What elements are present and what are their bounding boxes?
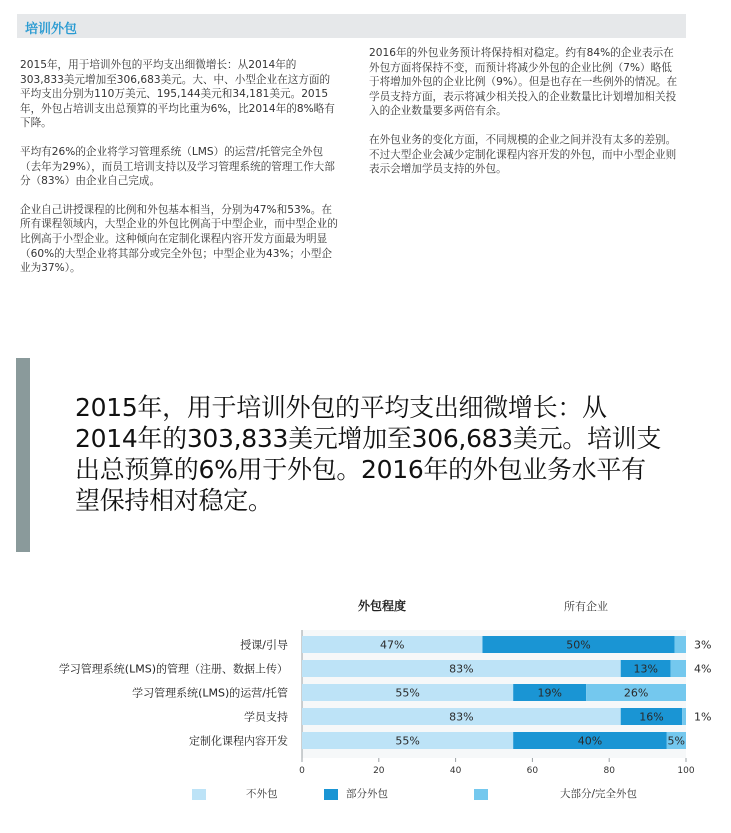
category-label: 授课/引导 — [240, 638, 288, 652]
legend-label: 大部分/完全外包 — [560, 788, 638, 800]
data-label: 26% — [623, 686, 649, 700]
data-label: 19% — [537, 686, 562, 700]
legend-label: 部分外包 — [346, 788, 388, 800]
category-label: 定制化课程内容开发 — [189, 734, 288, 748]
data-label: 16% — [639, 710, 664, 724]
data-label: 1% — [694, 710, 712, 724]
pull-quote: 2015年，用于培训外包的平均支出细微增长：从2014年的303,833美元增加至306,683美元。培训支出总预算的6%用于外包。2016年的外包业务水平有望保持相对稳定。 — [75, 393, 662, 515]
data-label: 13% — [633, 662, 658, 676]
quote-accent-bar — [16, 358, 30, 552]
stacked-bar-chart — [0, 592, 731, 782]
legend-swatch — [474, 789, 488, 800]
legend-swatch — [324, 789, 338, 800]
data-label: 4% — [694, 662, 712, 676]
legend-label: 不外包 — [246, 788, 278, 800]
section-title: 培训外包 — [25, 22, 78, 37]
bar-segment — [674, 636, 686, 653]
paragraph: 2016年的外包业务预计将保持相对稳定。约有84%的企业表示在外包方面将保持不变，而预计将减少外包的企业比例（7%）略低于将增加外包的企业比例（9%）。但是也存在一些例外的情况。在学员支持方面，表示将减少相关投入的企业数量比计划增加相关投入的企业数量要多两倍有余。 — [369, 47, 678, 118]
x-tick-label: 80 — [603, 766, 615, 776]
legend-swatch — [192, 789, 206, 800]
x-tick-label: 0 — [299, 766, 305, 776]
data-label: 3% — [694, 638, 712, 652]
paragraph: 2015年，用于培训外包的平均支出细微增长：从2014年的303,833美元增加至306,683美元。大、中、小型企业在这方面的平均支出分别为110万美元、195,144美元和34,181美元。2015年，外包占培训支出总预算的平均比重为6%，比2014年的8%略有下降。 — [20, 59, 335, 130]
paragraph: 平均有26%的企业将学习管理系统（LMS）的运营/托管完全外包（去年为29%），而员工培训支持以及学习管理系统的管理工作大部分（83%）由企业自己完成。 — [20, 145, 335, 188]
data-label: 55% — [395, 686, 420, 700]
data-label: 47% — [380, 638, 405, 652]
chart-subtitle: 所有企业 — [564, 600, 608, 613]
bar-segment — [682, 708, 686, 725]
paragraph: 在外包业务的变化方面，不同规模的企业之间并没有太多的差别。不过大型企业会减少定制化课程内容开发的外包，而中小型企业则表示会增加学员支持的外包。 — [369, 133, 677, 176]
x-tick-label: 100 — [677, 766, 695, 776]
bar-segment — [671, 660, 686, 677]
x-tick-label: 60 — [526, 766, 539, 776]
right-text-column — [369, 46, 681, 191]
data-label: 50% — [566, 638, 591, 652]
x-tick-label: 40 — [449, 766, 462, 776]
data-label: 40% — [577, 734, 603, 748]
section-header — [17, 14, 686, 38]
category-label: 学员支持 — [244, 710, 288, 724]
paragraph: 企业自己讲授课程的比例和外包基本相当，分别为47%和53%。在所有课程领域内，大型企业的外包比例高于中型企业，而中型企业的比例高于小型企业。这种倾向在定制化课程内容开发方面最为明显（60%的大型企业将其部分或完全外包；中型企业为43%；小型企业为37%）。 — [20, 203, 338, 275]
left-text-column — [20, 58, 340, 290]
chart-title: 外包程度 — [357, 599, 407, 613]
data-label: 55% — [395, 734, 420, 748]
category-label: 学习管理系统(LMS)的运营/托管 — [132, 686, 288, 700]
data-label: 83% — [449, 662, 474, 676]
data-label: 83% — [449, 710, 474, 724]
category-label: 学习管理系统(LMS)的管理（注册、数据上传） — [58, 662, 288, 676]
data-label: 5% — [667, 734, 685, 748]
x-tick-label: 20 — [373, 766, 385, 776]
